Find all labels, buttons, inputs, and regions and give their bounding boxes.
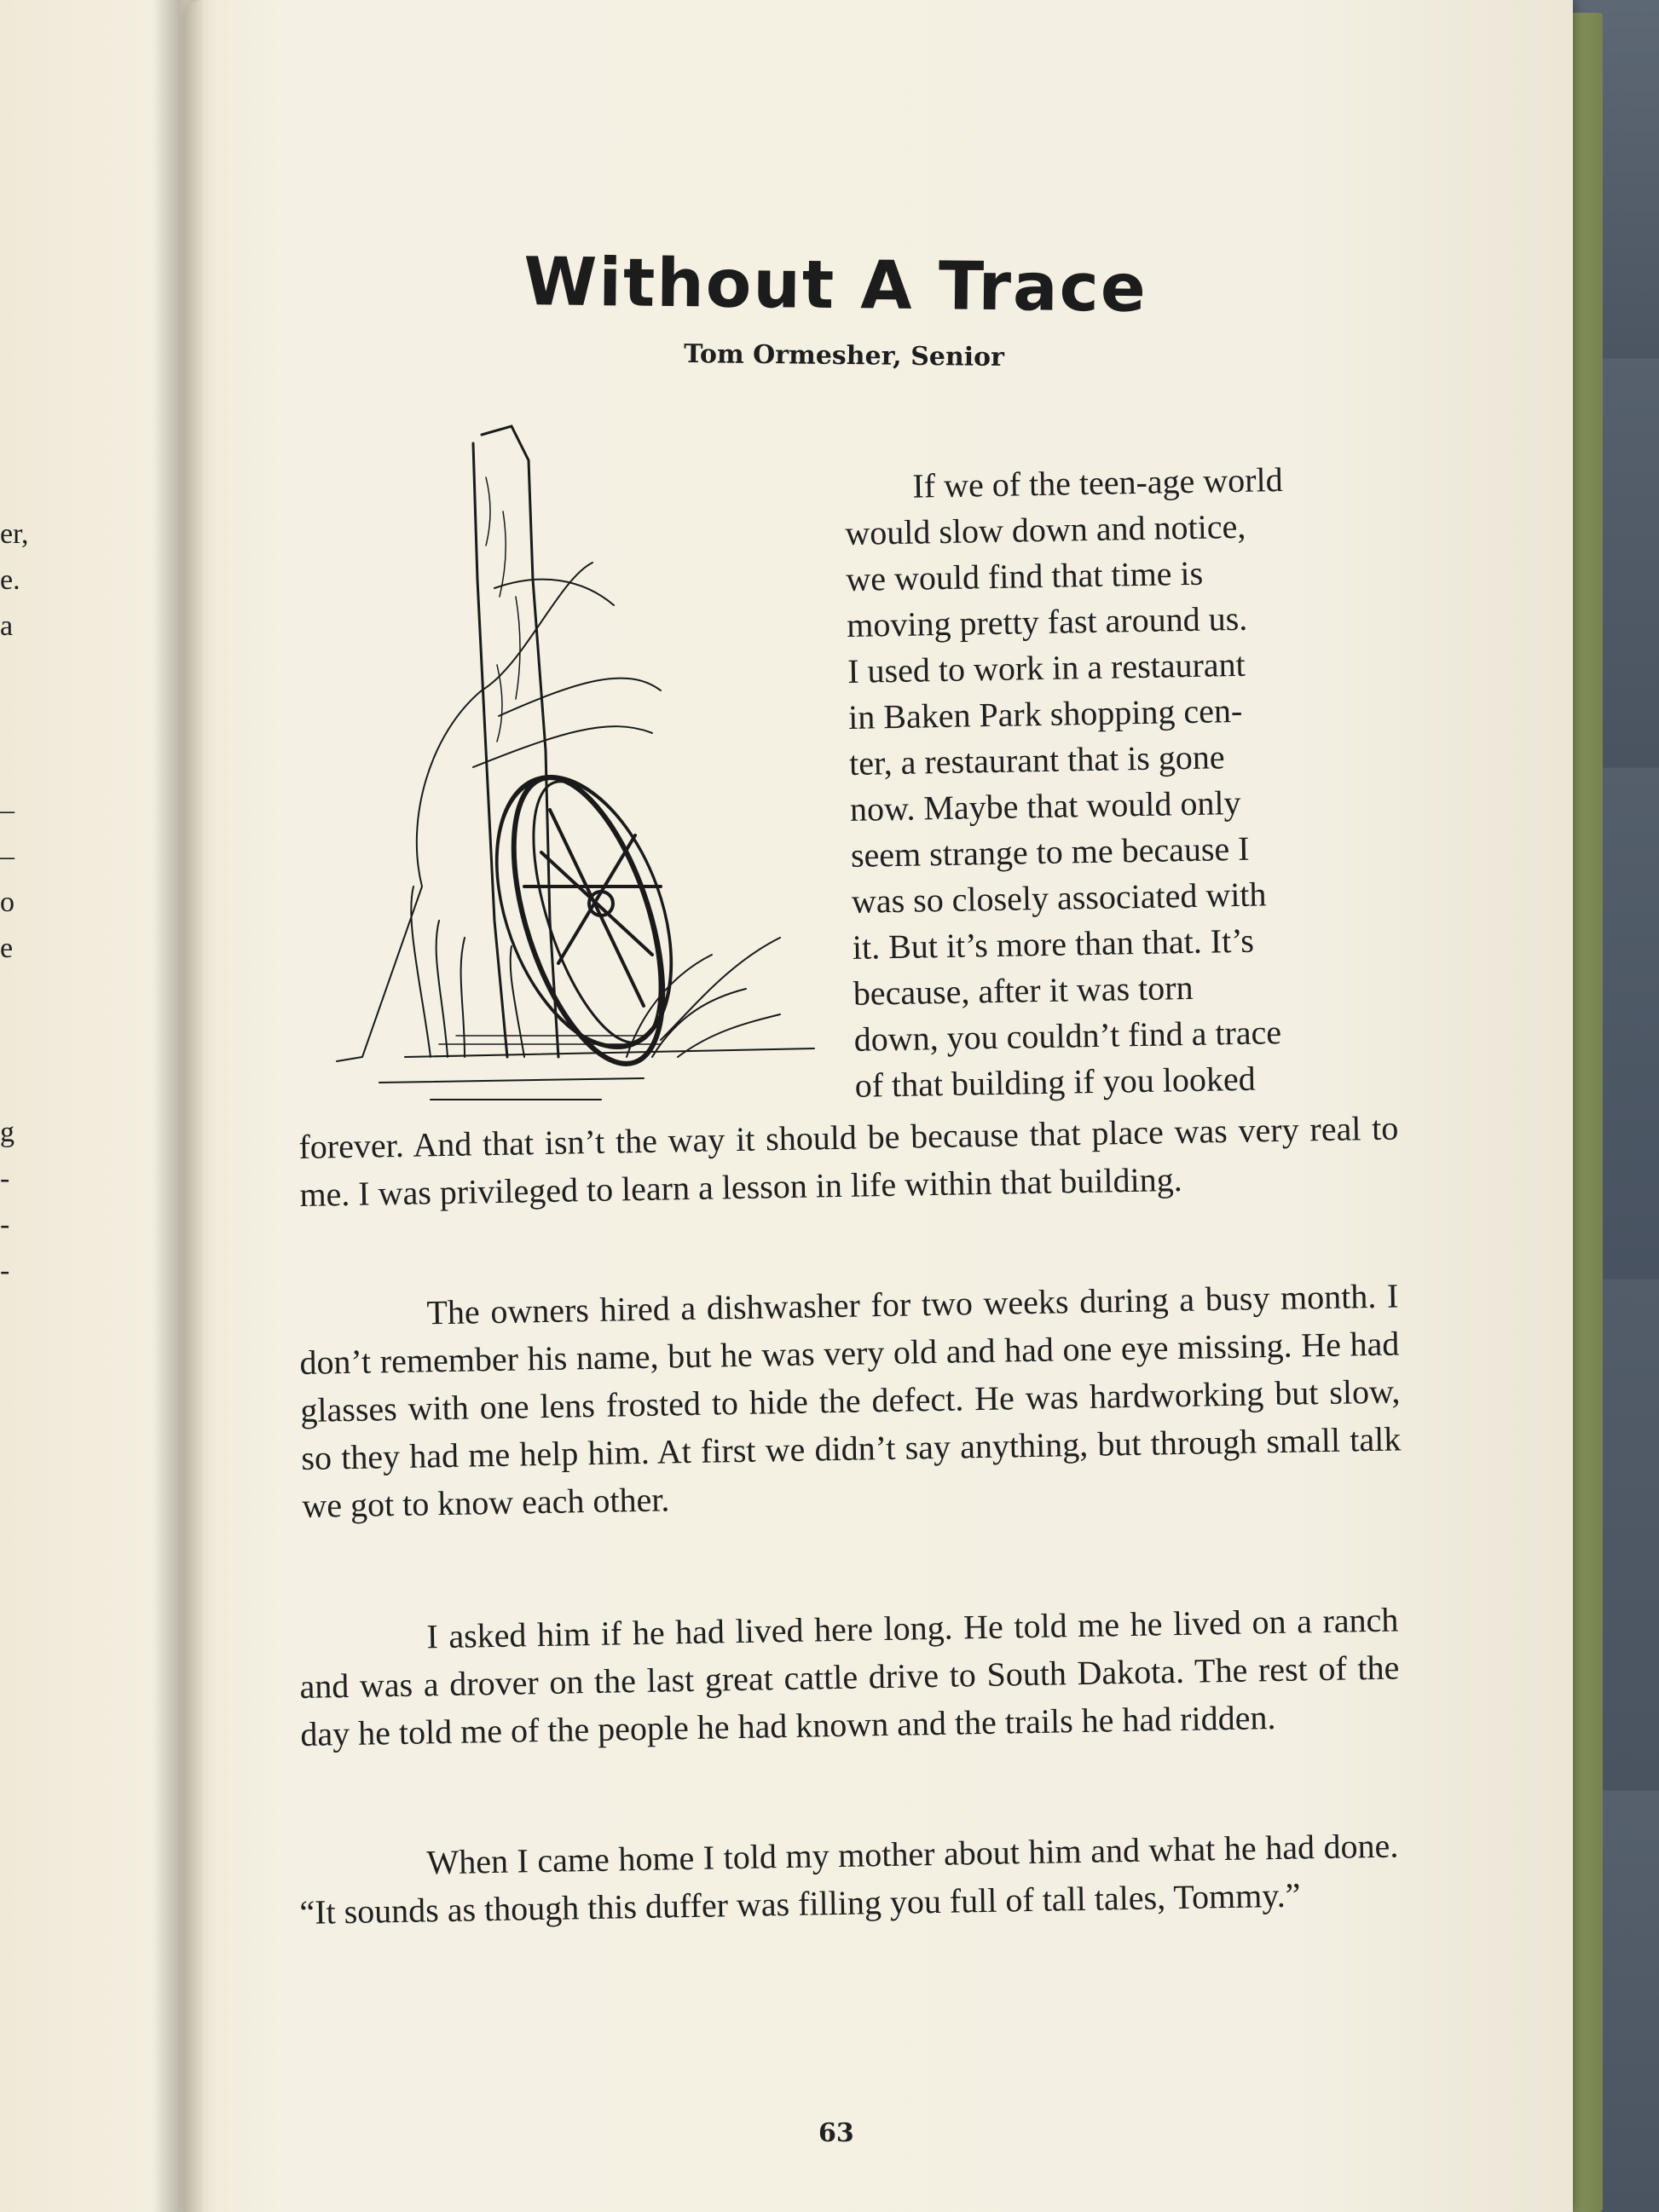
left-fragment: er, bbox=[0, 518, 29, 550]
left-fragment bbox=[0, 742, 29, 788]
text-line: now. Maybe that would only bbox=[849, 783, 1241, 829]
text-line: seem strange to me because I bbox=[850, 829, 1250, 875]
left-fragment bbox=[0, 650, 29, 696]
wrapped-paragraph bbox=[844, 455, 1388, 1109]
text-line: would slow down and notice, bbox=[845, 506, 1246, 552]
left-fragment: - bbox=[0, 1163, 10, 1194]
left-fragment: – bbox=[0, 840, 14, 872]
left-fragment: a bbox=[0, 610, 14, 642]
text-line: I used to work in a restaurant bbox=[847, 644, 1246, 690]
paragraph-text: The owners hired a dishwasher for two weeks during a busy month. I don’t remember his name, but he was very old and had one eye missing. He had glasses with one lens frosted to hide the defect. He was hardworking but slow, so they had me help him. At first we didn’t say anything, but through small talk we got to know each other. bbox=[299, 1276, 1402, 1525]
text-line: in Baken Park shopping cen- bbox=[847, 690, 1243, 736]
paragraph-text: When I came home I told my mother about him and what he had done. “It sounds as though this duffer was filling you full of tall tales, Tommy.” bbox=[299, 1826, 1399, 1932]
page-number: 63 bbox=[818, 2118, 854, 2148]
left-fragment bbox=[0, 1018, 29, 1064]
left-fragment bbox=[0, 972, 29, 1018]
text-line: because, after it was torn bbox=[853, 967, 1194, 1013]
left-fragment bbox=[0, 1064, 29, 1110]
text-line: we would find that time is bbox=[845, 553, 1204, 598]
text-line: of that building if you looked bbox=[854, 1059, 1256, 1105]
left-fragment: g bbox=[0, 1117, 14, 1148]
left-fragment: o bbox=[0, 887, 14, 918]
article-title: Without A Trace bbox=[523, 244, 1148, 327]
paragraph-1-continuation bbox=[298, 1104, 1400, 1218]
text-line: moving pretty fast around us. bbox=[846, 598, 1248, 644]
left-fragment: e. bbox=[0, 564, 20, 596]
text-line: down, you couldn’t find a trace bbox=[853, 1013, 1282, 1059]
text-line: was so closely associated with bbox=[851, 875, 1267, 921]
article-byline: Tom Ormesher, Senior bbox=[683, 339, 1005, 373]
left-fragment: – bbox=[0, 794, 14, 826]
paragraph-text: I asked him if he had lived here long. He told me he lived on a ranch and was a drover on the last great cattle drive to South Dakota. The rest of the day he told me of the people he had known and the trails he had ridden. bbox=[299, 1600, 1400, 1753]
text-line: ter, a restaurant that is gone bbox=[848, 737, 1225, 783]
text-line: If we of the teen-age world bbox=[912, 460, 1284, 505]
text-line: it. But it’s more than that. It’s bbox=[852, 921, 1255, 967]
paragraph-4 bbox=[298, 1822, 1400, 1936]
paragraph-text: forever. And that isn’t the way it should be because that place was very real to me. I was privileged to learn a lesson in life within that building. bbox=[298, 1108, 1399, 1214]
left-fragment: e bbox=[0, 933, 14, 964]
paragraph-2 bbox=[298, 1272, 1402, 1529]
page-gutter-shadow bbox=[153, 0, 205, 2212]
paragraph-3 bbox=[298, 1596, 1401, 1758]
left-fragment: - bbox=[0, 1209, 10, 1240]
left-fragment: - bbox=[0, 1255, 10, 1286]
left-page-text-fragments bbox=[0, 511, 29, 1294]
fence-post-wagon-wheel-illustration bbox=[303, 409, 848, 1117]
left-fragment bbox=[0, 696, 29, 742]
